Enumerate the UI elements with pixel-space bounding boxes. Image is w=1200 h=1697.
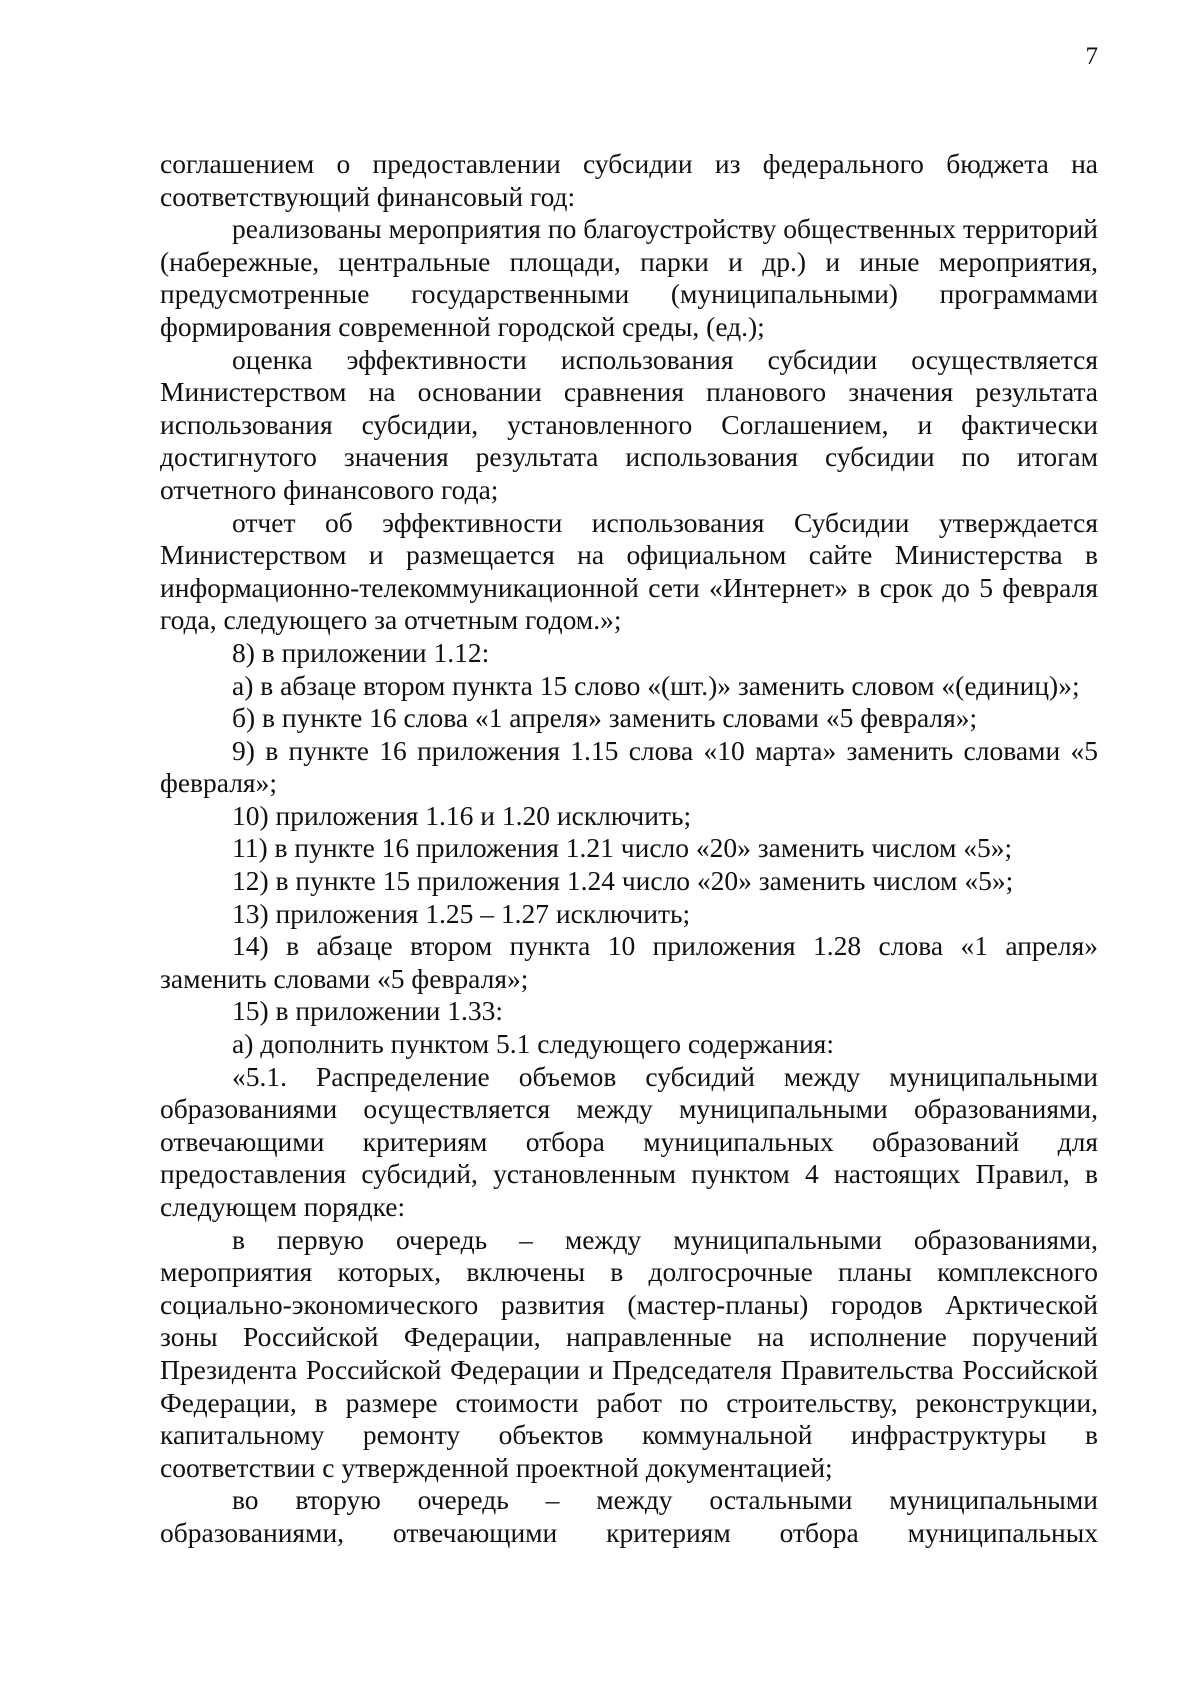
document-body [160,148,1098,1550]
page-number: 7 [1085,43,1098,70]
paragraph-18: во вторую очередь – между остальными муниципальными образованиями, отвечающими критериям отбора муниципальных [160,1484,1098,1548]
paragraph-17: в первую очередь – между муниципальными образованиями, мероприятия которых, включены в долгосрочные планы комплексного социально-экономического развития (мастер-планы) городов Арктической зоны Российской Федерации, направленные на исполнение поручений Президента Российской Федерации и Председателя Правительства Российской Федерации, в размере стоимости работ по строительству, реконструкции, капитальному ремонту объектов коммунальной инфраструктуры в соответствии с утвержденной проектной документацией; [160,1223,1098,1483]
paragraph-2: реализованы мероприятия по благоустройству общественных территорий (набережные, центральные площади, парки и др.) и иные мероприятия, предусмотренные государственными (муниципальными) программами формирования современной городской среды, (ед.); [160,213,1098,342]
paragraph-14: 15) в приложении 1.33: [232,995,503,1027]
paragraph-12: 13) приложения 1.25 – 1.27 исключить; [232,897,691,929]
paragraph-3: оценка эффективности использования субсидии осуществляется Министерством на основании сравнения планового значения результата использования субсидии, установленного Соглашением, и фактически достигнутого значения результата использования субсидии по итогам отчетного финансового года; [160,343,1098,505]
paragraph-11: 12) в пункте 15 приложения 1.24 число «20» заменить числом «5»; [232,865,1014,897]
paragraph-5: 8) в приложении 1.12: [232,636,490,668]
paragraph-16: «5.1. Распределение объемов субсидий между муниципальными образованиями осуществляется между муниципальными образованиями, отвечающими критериям отбора муниципальных образований для предоставления субсидий, установленным пунктом 4 настоящих Правил, в следующем порядке: [160,1060,1098,1222]
paragraph-7: б) в пункте 16 слова «1 апреля» заменить словами «5 февраля»; [232,702,978,734]
paragraph-10: 11) в пункте 16 приложения 1.21 число «20» заменить числом «5»; [232,832,1013,864]
paragraph-15: а) дополнить пунктом 5.1 следующего содержания: [232,1028,834,1060]
paragraph-4: отчет об эффективности использования Субсидии утверждается Министерством и размещается на официальном сайте Министерства в информационно-телекоммуникационной сети «Интернет» в срок до 5 февраля года, следующего за отчетным годом.»; [160,506,1098,636]
paragraph-9: 10) приложения 1.16 и 1.20 исключить; [232,799,692,831]
paragraph-6: а) в абзаце втором пункта 15 слово «(шт.)» заменить словом «(единиц)»; [232,669,1080,701]
paragraph-8: 9) в пункте 16 приложения 1.15 слова «10 марта» заменить словами «5 февраля»; [160,734,1098,799]
paragraph-1: соглашением о предоставлении субсидии из федерального бюджета на соответствующий финансовый год: [160,148,1098,212]
paragraph-13: 14) в абзаце втором пункта 10 приложения 1.28 слова «1 апреля» заменить словами «5 февраля»; [160,930,1098,994]
